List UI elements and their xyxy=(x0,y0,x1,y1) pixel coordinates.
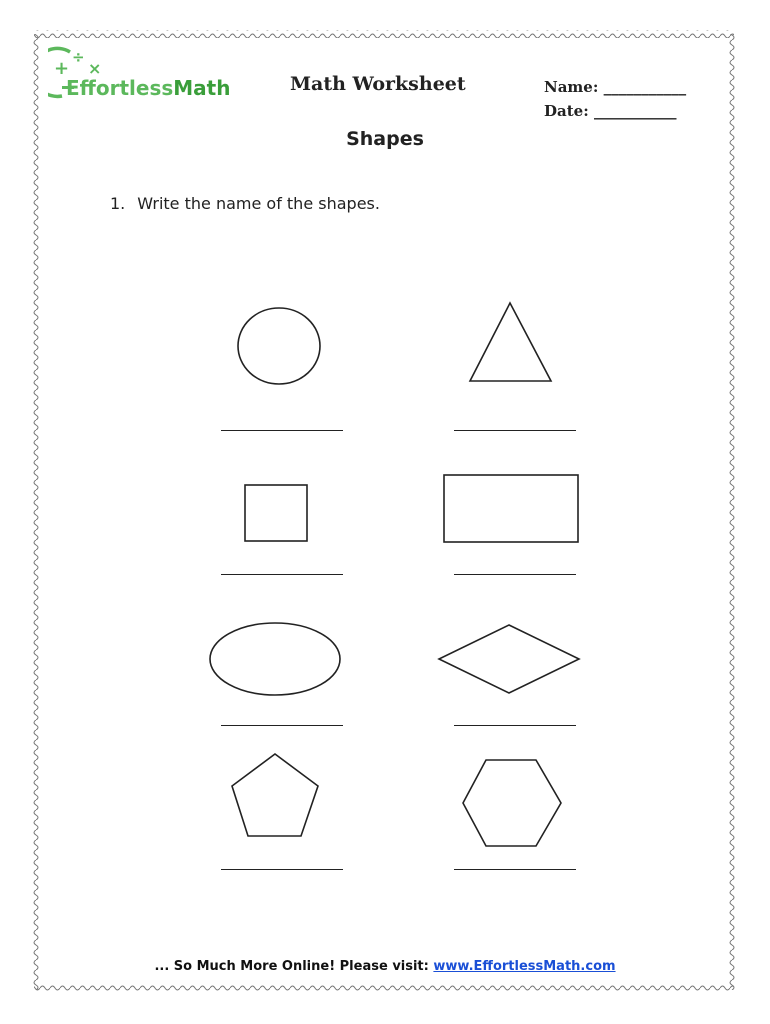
answer-blank-pentagon[interactable] xyxy=(221,869,343,870)
oval-shape-icon xyxy=(210,623,340,695)
answer-blank-square[interactable] xyxy=(221,574,343,575)
answer-blank-hexagon[interactable] xyxy=(454,869,576,870)
circle-shape-icon xyxy=(238,308,320,384)
svg-text:×: × xyxy=(88,59,102,78)
logo-word-math: Math xyxy=(173,76,231,100)
worksheet-title: Math Worksheet xyxy=(290,73,466,95)
pentagon-shape-icon xyxy=(232,754,318,836)
answer-blank-circle[interactable] xyxy=(221,430,343,431)
answer-blank-oval[interactable] xyxy=(221,725,343,726)
triangle-shape-icon xyxy=(470,303,551,381)
square-shape-icon xyxy=(245,485,307,541)
rhombus-shape-icon xyxy=(439,625,579,693)
answer-blank-rectangle[interactable] xyxy=(454,574,576,575)
svg-text:÷: ÷ xyxy=(72,48,85,66)
question-text: Write the name of the shapes. xyxy=(137,194,380,213)
rectangle-shape-icon xyxy=(444,475,578,542)
logo-word-effortless: Effortless xyxy=(66,76,174,100)
name-field-label: Name: ___________ xyxy=(544,78,687,96)
footer-link[interactable]: www.EffortlessMath.com xyxy=(433,959,616,974)
hexagon-shape-icon xyxy=(463,760,561,846)
answer-blank-rhombus[interactable] xyxy=(454,725,576,726)
question-number: 1. xyxy=(110,194,126,213)
footer-text: ... So Much More Online! Please visit: xyxy=(154,959,434,974)
page-subtitle: Shapes xyxy=(346,128,424,150)
date-field-label: Date: ___________ xyxy=(544,102,677,120)
svg-text:+: + xyxy=(54,58,70,79)
footer xyxy=(0,959,770,974)
answer-blank-triangle[interactable] xyxy=(454,430,576,431)
